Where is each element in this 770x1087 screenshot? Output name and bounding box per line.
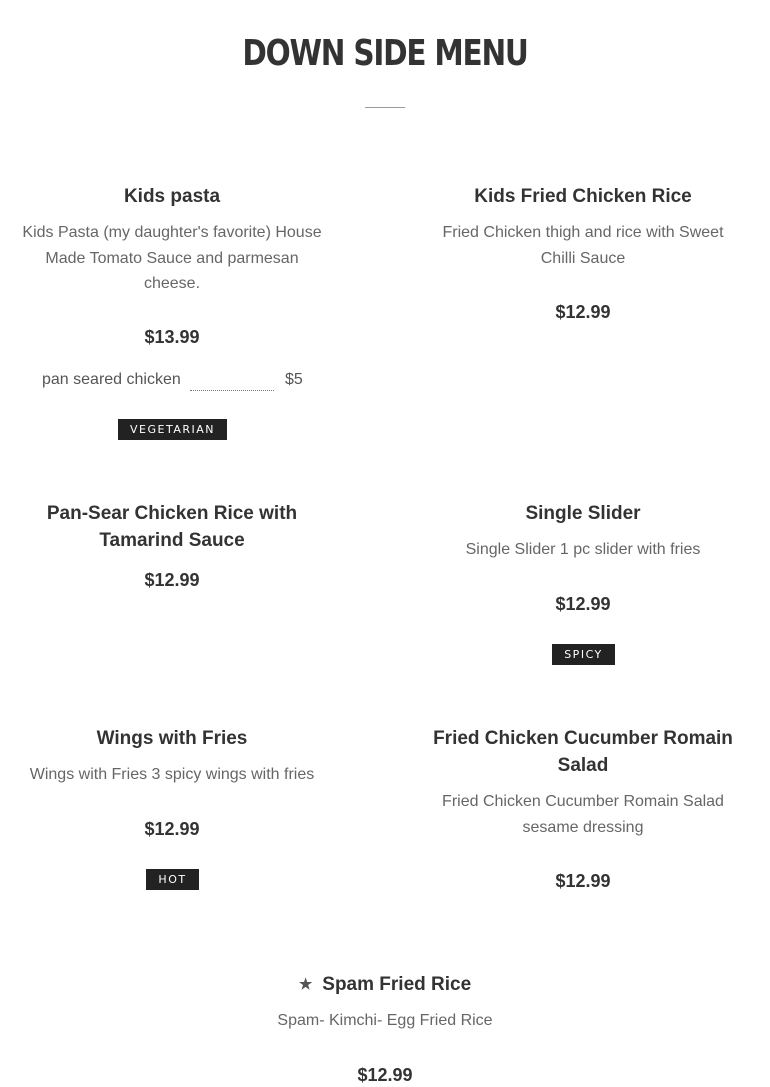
title-divider (365, 107, 405, 108)
item-name: Kids pasta (123, 186, 221, 207)
item-price: $12.99 (144, 570, 200, 590)
menu-item-spam-fried-rice (235, 971, 535, 1034)
item-name: Wings with Fries (96, 728, 248, 749)
item-name: Single Slider (525, 503, 641, 524)
item-price: $12.99 (555, 871, 611, 891)
addon-label: pan seared chicken (42, 371, 181, 388)
menu-item-kids-fried-chicken-rice (428, 183, 738, 271)
item-price: $13.99 (144, 327, 200, 347)
addon-price: $5 (285, 371, 303, 388)
item-description: Kids Pasta (my daughter's favorite) House Made Tomato Sauce and parmesan cheese. (22, 224, 322, 292)
menu-item-wings-with-fries (18, 725, 326, 788)
tag-spicy: SPICY (552, 644, 615, 665)
item-description: Single Slider 1 pc slider with fries (465, 541, 701, 558)
addon-dot-leader (190, 378, 274, 391)
menu-item-single-slider (428, 500, 738, 563)
tag-hot: HOT (146, 869, 199, 890)
menu-item-kids-pasta (18, 183, 326, 297)
item-name: Pan-Sear Chicken Rice with Tamarind Sauce (46, 503, 298, 551)
star-icon: ★ (298, 976, 313, 993)
item-name-row (235, 971, 535, 998)
item-description: Fried Chicken thigh and rice with Sweet Chilli Sauce (442, 224, 724, 267)
menu-item-pan-sear-chicken-rice (18, 500, 326, 554)
item-name: Spam Fried Rice (322, 974, 472, 995)
item-price: $12.99 (555, 302, 611, 322)
tag-vegetarian: VEGETARIAN (118, 419, 227, 440)
item-price: $12.99 (357, 1065, 413, 1085)
item-price: $12.99 (555, 594, 611, 614)
menu-title: DOWN SIDE MENU (242, 33, 528, 74)
item-description: Wings with Fries 3 spicy wings with fries (29, 766, 315, 783)
item-price: $12.99 (144, 819, 200, 839)
menu-item-fried-chicken-cucumber-salad (428, 725, 738, 840)
item-description: Fried Chicken Cucumber Romain Salad sesame dressing (442, 793, 724, 836)
item-name: Fried Chicken Cucumber Romain Salad (433, 728, 733, 776)
item-description: Spam- Kimchi- Egg Fried Rice (277, 1012, 493, 1029)
item-name: Kids Fried Chicken Rice (474, 186, 692, 207)
